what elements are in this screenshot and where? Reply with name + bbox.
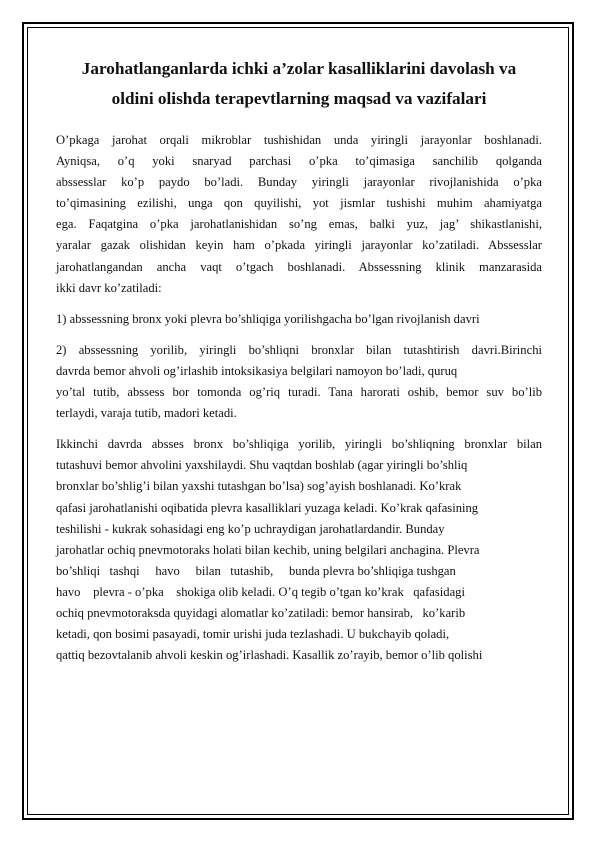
text-line: to’qimasining ezilishi, unga qon quyilishi, yot jismlar tushishi muhim ahamiyatga (56, 196, 542, 211)
text-line: 1) abssessning bronx yoki plevra bo’shliqiga yorilishgacha bo’lgan rivojlanish davri (56, 311, 480, 326)
text-line: terlaydi, varaja tutib, madori ketadi. (56, 406, 237, 421)
text-line: ikki davr ko’zatiladi: (56, 280, 162, 295)
text-line: jarohatlangandan ancha vaqt o’tgach boshlanadi. Abssessning klinik manzarasida (56, 259, 542, 274)
text-line: Ikkinchi davrda absses bronx bo’shliqiga yorilib, yiringli bo’shliqning bronxlar bilan (56, 437, 542, 452)
text-line: qafasi jarohatlanishi oqibatida plevra kasalliklari yuzaga keladi. Ko’krak qafasining (56, 500, 479, 515)
text-line: bo’shliqi tashqi havo bilan tutashib, bunda plevra bo’shliqiga tushgan (56, 563, 456, 578)
text-line: O’pkaga jarohat orqali mikroblar tushishidan unda yiringli jarayonlar boshlanadi. (56, 133, 542, 147)
text-line: Ayniqsa, o’q yoki snaryad parchasi o’pka to’qimasiga sanchilib qolganda (56, 154, 542, 169)
title-line: Jarohatlanganlarda ichki a’zolar kasalliklarini davolash va (81, 59, 517, 78)
text-line: tutashuvi bemor ahvolini yaxshilaydi. Shu vaqtdan boshlab (agar yiringli bo’shliq (56, 458, 468, 473)
text-line: bronxlar bo’shlig’i bilan yaxshi tutashgan bo’lsa) sog’ayish boshlanadi. Ko’krak (56, 479, 462, 494)
text-line: jarohatlar ochiq pnevmotoraks holati bilan kechib, uning belgilari anchagina. Plevra (56, 542, 480, 557)
text-line: ochiq pnevmotoraksda quyidagi alomatlar ko’zatiladi: bemor hansirab, ko’karib (56, 605, 466, 620)
text-line: ketadi, qon bosimi pasayadi, tomir urishi juda tezlashadi. U bukchayib qoladi, (56, 627, 450, 642)
text-line: qattiq bezovtalanib ahvoli keskin og’irlashadi. Kasallik zo’rayib, bemor o’lib qolishi (56, 648, 483, 663)
text-line: teshilishi - kukrak sohasidagi eng ko’p uchraydigan jarohatlardandir. Bunday (56, 521, 445, 536)
document-title (56, 54, 542, 114)
text-line: havo plevra - o’pka shokiga olib keladi. O’q tegib o’tgan ko’krak qafasidagi (56, 584, 465, 599)
document-body (56, 54, 542, 676)
text-line: yo’tal tutib, abssess bor tomonda og’riq turadi. Tana harorati oshib, bemor suv bo’lib (56, 385, 542, 400)
title-line: oldini olishda terapevtlarning maqsad va vazifalari (111, 89, 487, 108)
text-line: yaralar gazak olishidan keyin ham o’pkada yiringli jarayonlar ko’zatiladi. Abssesslar (56, 238, 542, 253)
text-line: abssesslar ko’p paydo bo’ladi. Bunday yiringli jarayonlar rivojlanishida o’pka (56, 175, 542, 190)
text-line: 2) abssessning yorilib, yiringli bo’shliqni bronxlar bilan tutashtirish davri.Birinchi (56, 342, 542, 357)
text-line: ega. Faqatgina o’pka jarohatlanishidan so’ng emas, balki yuz, jag’ shikastlanishi, (56, 217, 542, 232)
paragraph-2 (56, 309, 542, 330)
paragraph-3 (56, 340, 542, 424)
text-line: davrda bemor ahvoli og’irlashib intoksikasiya belgilari namoyon bo’ladi, quruq (56, 363, 458, 378)
paragraph-1 (56, 130, 542, 299)
paragraph-4 (56, 434, 542, 666)
